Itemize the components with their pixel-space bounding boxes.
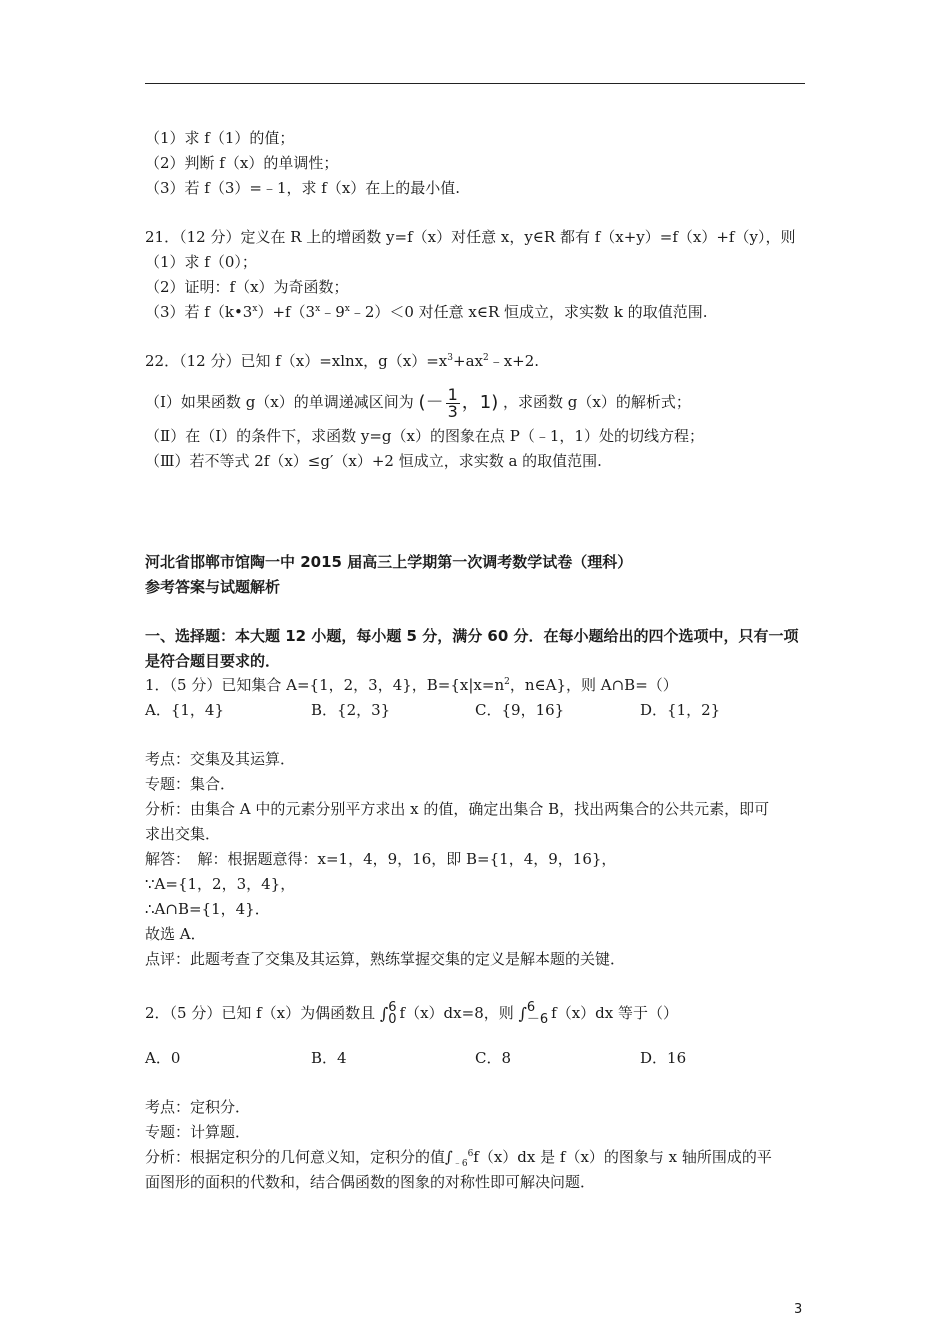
q22-part2: （Ⅱ）在（Ⅰ）的条件下，求函数 y=g（x）的图象在点 P（﹣1，1）处的切线方程； bbox=[145, 427, 704, 445]
page-number: 3 bbox=[794, 1302, 803, 1317]
q2-stem: 2．（5 分）已知 f（x）为偶函数且 ∫ 6 0 f（x）dx=8，则 ∫ 6 －6 f（x）dx 等于（） bbox=[145, 1000, 678, 1027]
integral-sign: ∫ bbox=[518, 1004, 527, 1023]
q22-part3: （Ⅲ）若不等式 2f（x）≤g′（x）+2 恒成立，求实数 a 的取值范围. bbox=[145, 452, 602, 470]
q2-fenxi-line2: 面图形的面积的代数和，结合偶函数的图象的对称性即可解决问题． bbox=[145, 1173, 596, 1191]
q1-option-d: D．{1，2} bbox=[640, 701, 721, 719]
q1-option-a: A．{1，4} bbox=[145, 701, 225, 719]
q1-kaodian: 考点：交集及其运算． bbox=[145, 750, 296, 768]
q1-stem: 1．（5 分）已知集合 A={1，2，3，4}，$B=\{x|x=n^2$，n∈A}，则 A∩B=（） bbox=[145, 676, 678, 694]
answers-subtitle: 参考答案与试题解析 bbox=[145, 578, 281, 596]
answers-title: 河北省邯郸市馆陶一中 2015 届高三上学期第一次调考数学试卷（理科） bbox=[145, 553, 633, 571]
decreasing-interval: (－ $\frac{1}{3}$ ，1) bbox=[418, 384, 499, 421]
q20-part2: （2）判断 f（x）的单调性； bbox=[145, 154, 339, 172]
q20-part3: （3）若 f（3）=﹣1，求 f（x）在上的最小值. bbox=[145, 179, 461, 197]
q2-option-c: C．8 bbox=[475, 1049, 512, 1067]
q1-step3: 故选 A． bbox=[145, 925, 206, 943]
q1-option-c: C．{9，16} bbox=[475, 701, 565, 719]
q1-fenxi-line1: 分析：由集合 A 中的元素分别平方求出 x 的值，确定出集合 B，找出两集合的公共元素，即可 bbox=[145, 800, 770, 818]
q1-option-b: B．{2，3} bbox=[311, 701, 391, 719]
q21-stem: 21．（12 分）定义在 R 上的增函数 y=f（x）对任意 x，y∈R 都有 f（x+y）=f（x）+f（y），则 bbox=[145, 228, 796, 246]
q2-kaodian: 考点：定积分． bbox=[145, 1098, 251, 1116]
q1-step1: ∵A={1，2，3，4}， bbox=[145, 875, 296, 893]
q2-fenxi-line1: 分析：根据定积分的几何意义知，定积分的值$\int_{﹣6}^6f(x)dx$ 是 f（x）的图象与 x 轴所围成的平 bbox=[145, 1148, 772, 1169]
q1-zhuanti: 专题：集合． bbox=[145, 775, 236, 793]
integral1-limits: 6 0 bbox=[388, 1000, 397, 1027]
fraction-one-third: $\frac{1}{3}$ bbox=[447, 384, 458, 421]
q2-option-d: D．16 bbox=[640, 1049, 687, 1067]
integral-sign: ∫ bbox=[379, 1004, 389, 1023]
q21-part2: （2）证明：f（x）为奇函数； bbox=[145, 278, 349, 296]
section1-heading-line2: 是符合题目要求的． bbox=[145, 652, 281, 670]
q1-step2: ∴A∩B={1，4}． bbox=[145, 900, 270, 918]
section1-heading-line1: 一、选择题：本大题 12 小题，每小题 5 分，满分 60 分．在每小题给出的四个选项中，只有一项 bbox=[145, 627, 799, 645]
q1-jieda: 解答： 解：根据题意得：x=1，4，9，16，即 B={1，4，9，16}， bbox=[145, 850, 617, 868]
integral2-limits: 6 －6 bbox=[526, 1000, 549, 1027]
q2-option-a: A．0 bbox=[145, 1049, 181, 1067]
q21-part1: （1）求 f（0）； bbox=[145, 253, 257, 271]
q2-option-b: B．4 bbox=[311, 1049, 347, 1067]
q20-part1: （1）求 f（1）的值； bbox=[145, 129, 295, 147]
q21-part3: （3）若 $f(k•3^x)+f(3^x﹣9^x﹣2)<0$ 对任意 x∈R 恒成立，求实数 k 的取值范围. bbox=[145, 303, 708, 321]
q2-zhuanti: 专题：计算题． bbox=[145, 1123, 251, 1141]
q1-fenxi-line2: 求出交集． bbox=[145, 825, 221, 843]
q22-part1: （Ⅰ）如果函数 g（x）的单调递减区间为 (－ $\frac{1}{3}$ ，1) ，求函数 g（x）的解析式； bbox=[145, 384, 691, 421]
q22-stem: 22．（12 分）已知 f（x）=xlnx，$g(x)=x^3+ax^2﹣x+2$. bbox=[145, 352, 540, 370]
q1-dianping: 点评：此题考查了交集及其运算，熟练掌握交集的定义是解本题的关键． bbox=[145, 950, 626, 968]
header-rule bbox=[145, 83, 805, 84]
